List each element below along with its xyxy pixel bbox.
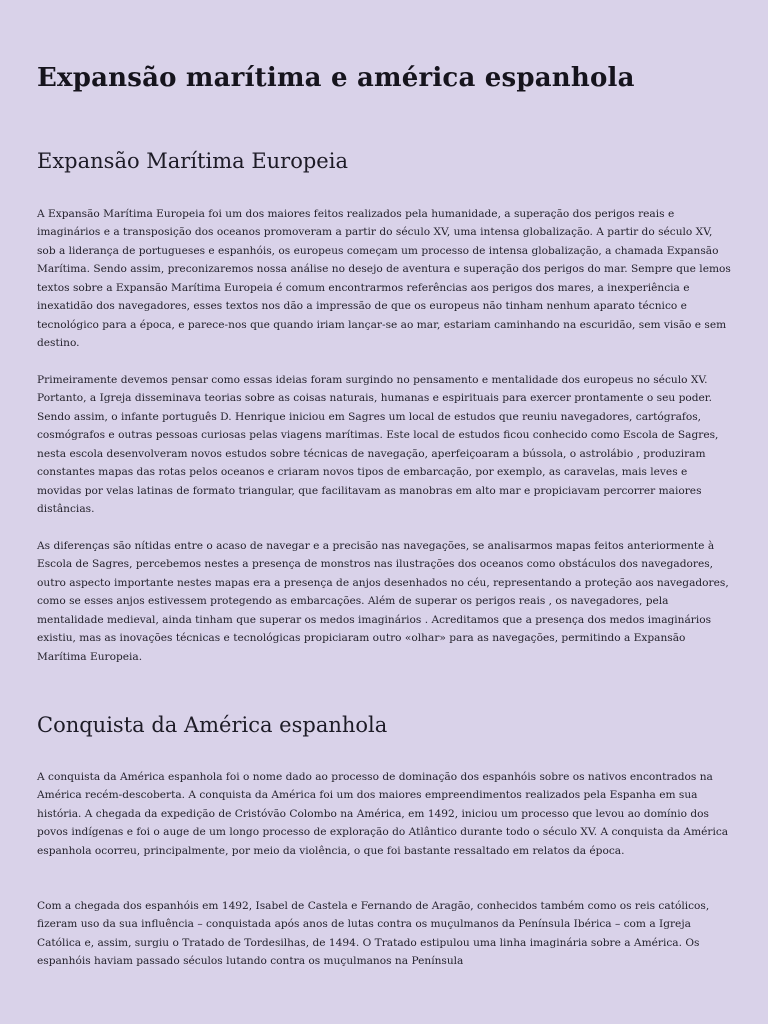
paragraph: A conquista da América espanhola foi o nome dado ao processo de dominação dos espanhóis sobre os nativos encontrados na América recém-descoberta. A conquista da América foi um dos maiores empreendimentos realizados pela Espanha em sua história. A chegada da expedição de Cristóvão Colombo na América, em 1492, iniciou um processo que levou ao domínio dos povos indígenas e foi o auge de um longo processo de exploração do Atlântico durante todo o século XV. A conquista da América espanhola ocorreu, principalmente, por meio da violência, o que foi bastante ressaltado em relatos da época. xyxy=(37,771,729,857)
document-title: Expansão marítima e américa espanhola xyxy=(37,63,635,93)
paragraph: As diferenças são nítidas entre o acaso de navegar e a precisão nas navegações, se analisarmos mapas feitos anteriormente à Escola de Sagres, percebemos nestes a presença de monstros nas ilustrações dos oceanos como obstáculos dos navegadores, outro aspecto importante nestes mapas era a presença de anjos desenhados no céu, representando a proteção aos navegadores, como se esses anjos estivessem protegendo as embarcações. Além de superar os perigos reais , os navegadores, pela mentalidade medieval, ainda tinham que superar os medos imaginários . Acreditamos que a presença dos medos imaginários existiu, mas as inovações técnicas e tecnológicas propiciaram outro «olhar» para as navegações, permitindo a Expansão Marítima Europeia. xyxy=(37,540,729,663)
section-heading-expansao: Expansão Marítima Europeia xyxy=(37,149,348,173)
section-heading-conquista: Conquista da América espanhola xyxy=(37,713,388,737)
paragraph: Com a chegada dos espanhóis em 1492, Isabel de Castela e Fernando de Aragão, conhecidos também como os reis católicos, fizeram uso da sua influência – conquistada após anos de lutas contra os muçulmanos da Península Ibérica – com a Igreja Católica e, assim, surgiu o Tratado de Tordesilhas, de 1494. O Tratado estipulou uma linha imaginária sobre a América. Os espanhóis haviam passado séculos lutando contra os muçulmanos na Península xyxy=(37,900,710,968)
paragraph: Primeiramente devemos pensar como essas ideias foram surgindo no pensamento e mentalidade dos europeus no século XV. Portanto, a Igreja disseminava teorias sobre as coisas naturais, humanas e espirituais para exercer prontamente o seu poder. Sendo assim, o infante português D. Henrique iniciou em Sagres um local de estudos que reuniu navegadores, cartógrafos, cosmógrafos e outras pessoas curiosas pelas viagens marítimas. Este local de estudos ficou conhecido como Escola de Sagres, nesta escola desenvolveram novos estudos sobre técnicas de navegação, aperfeiçoaram a bússola, o astrolábio , produziram constantes mapas das rotas pelos oceanos e criaram novos tipos de embarcação, por exemplo, as caravelas, mais leves e movidas por velas latinas de formato triangular, que facilitavam as manobras em alto mar e propiciavam percorrer maiores distâncias. xyxy=(37,374,719,516)
paragraph: A Expansão Marítima Europeia foi um dos maiores feitos realizados pela humanidade, a superação dos perigos reais e imaginários e a transposição dos oceanos promoveram a partir do século XV, uma intensa globalização. A partir do século XV, sob a liderança de portugueses e espanhóis, os europeus começam um processo de intensa globalização, a chamada Expansão Marítima. Sendo assim, preconizaremos nossa análise no desejo de aventura e superação dos perigos do mar. Sempre que lemos textos sobre a Expansão Marítima Europeia é comum encontrarmos referências aos perigos dos mares, a inexperiência e inexatidão dos navegadores, esses textos nos dão a impressão de que os europeus não tinham nenhum aparato técnico e tecnológico para a época, e parece-nos que quando iriam lançar-se ao mar, estariam caminhando na escuridão, sem visão e sem destino. xyxy=(37,208,731,350)
